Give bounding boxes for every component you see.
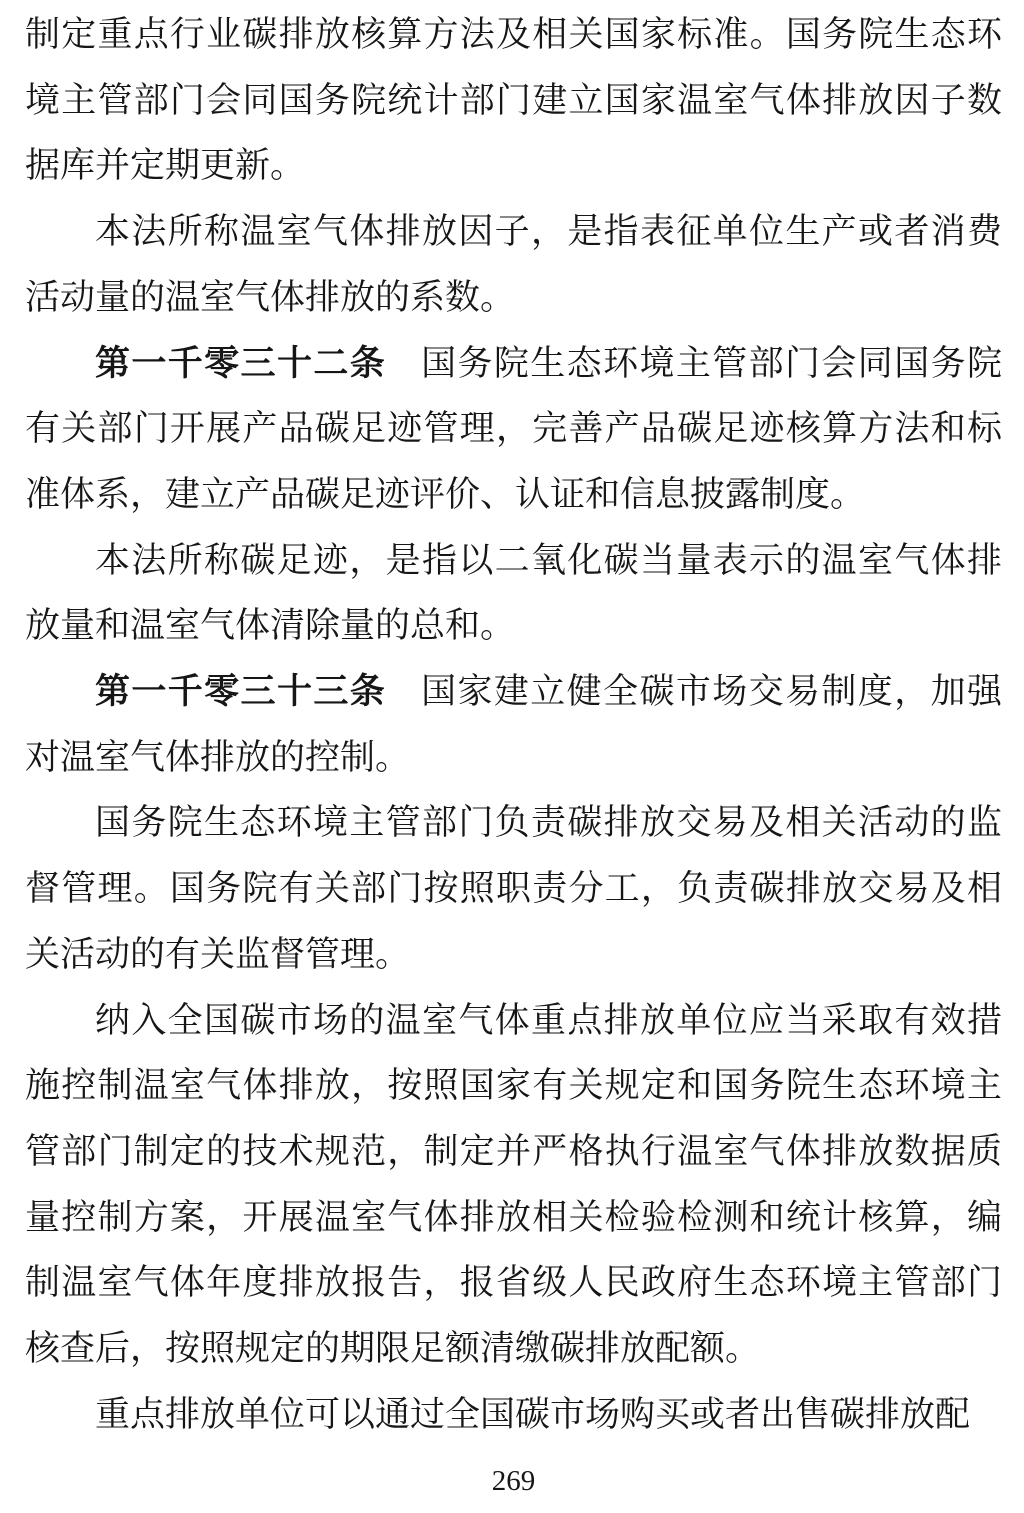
body-text	[25, 2, 1002, 1447]
paragraph-text: 纳入全国碳市场的温室气体重点排放单位应当采取有效措施控制温室气体排放，按照国家有关规定和国务院生态环境主管部门制定的技术规范，制定并严格执行温室气体排放数据质量控制方案，开展温室气体排放相关检验检测和统计核算，编制温室气体年度排放报告，报省级人民政府生态环境主管部门核查后，按照规定的期限足额清缴碳排放配额。	[25, 1000, 1002, 1369]
body-paragraph	[25, 1382, 1002, 1448]
article-number: 第一千零三十三条	[95, 672, 387, 712]
body-paragraph	[25, 988, 1002, 1382]
body-paragraph	[25, 199, 1002, 330]
paragraph-text: 本法所称碳足迹，是指以二氧化碳当量表示的温室气体排放量和温室气体清除量的总和。	[25, 540, 1002, 646]
article-number: 第一千零三十二条	[95, 343, 387, 383]
paragraph-text: 重点排放单位可以通过全国碳市场购买或者出售碳排放配	[95, 1394, 971, 1434]
body-paragraph	[25, 790, 1002, 987]
body-paragraph-article-1033	[25, 659, 1002, 790]
body-paragraph-article-1032	[25, 331, 1002, 528]
paragraph-text: 国家建立健全碳市场交易制度，加强对温室气体排放的控制。	[25, 672, 1002, 777]
paragraph-text: 制定重点行业碳排放核算方法及相关国家标准。国务院生态环境主管部门会同国务院统计部门建立国家温室气体排放因子数据库并定期更新。	[25, 15, 1002, 186]
body-paragraph	[25, 2, 1002, 199]
page-number: 269	[491, 1465, 536, 1498]
paragraph-text: 国务院生态环境主管部门负责碳排放交易及相关活动的监督管理。国务院有关部门按照职责分工，负责碳排放交易及相关活动的有关监督管理。	[25, 803, 1002, 974]
paragraph-text: 国务院生态环境主管部门会同国务院有关部门开展产品碳足迹管理，完善产品碳足迹核算方法和标准体系，建立产品碳足迹评价、认证和信息披露制度。	[25, 343, 1002, 514]
body-paragraph	[25, 528, 1002, 659]
paragraph-text: 本法所称温室气体排放因子，是指表征单位生产或者消费活动量的温室气体排放的系数。	[25, 212, 1002, 317]
